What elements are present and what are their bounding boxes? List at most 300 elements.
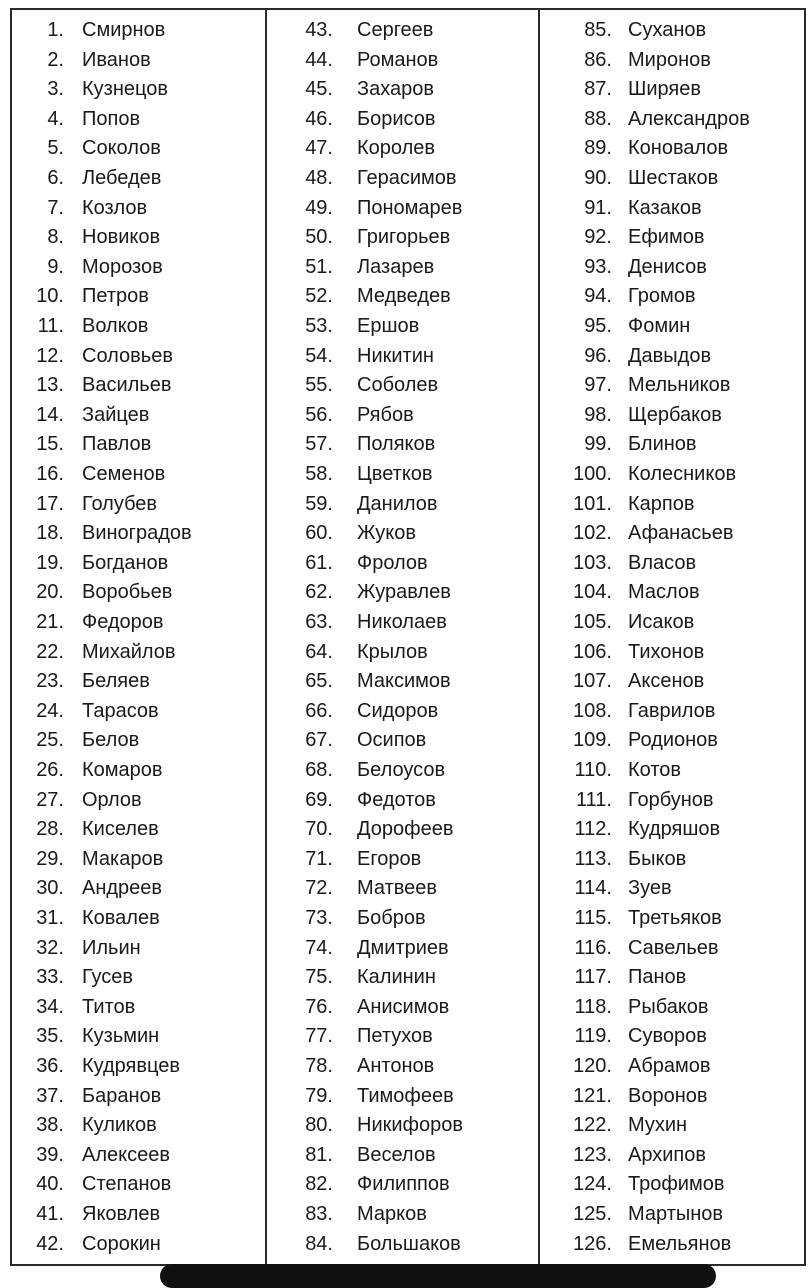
surname: Абрамов [628, 1055, 711, 1077]
surname: Щербаков [628, 403, 722, 426]
list-item [12, 490, 265, 520]
list-item [540, 993, 808, 1023]
surname: Емельянов [628, 1232, 732, 1255]
item-number: 83. [305, 1203, 333, 1225]
item-number: 63. [305, 611, 333, 633]
surname: Григорьев [357, 226, 451, 249]
surname: Егоров [357, 847, 422, 870]
surname: Котов [628, 759, 682, 781]
item-number: 115. [574, 907, 612, 929]
item-number: 82. [305, 1173, 333, 1196]
item-number: 126. [573, 1232, 612, 1255]
surname: Федоров [82, 611, 164, 633]
surname: Казаков [628, 196, 702, 219]
list-item [267, 519, 540, 549]
list-item [267, 963, 540, 993]
list-item [12, 105, 265, 135]
list-item [12, 312, 265, 342]
list-item [267, 667, 540, 697]
list-item [12, 549, 265, 579]
list-item [12, 874, 265, 904]
surname: Веселов [357, 1143, 436, 1166]
surname: Николаев [357, 611, 447, 633]
item-number: 56. [305, 403, 333, 426]
surname: Соболев [357, 374, 439, 397]
surname: Миронов [628, 48, 711, 71]
item-number: 114. [574, 877, 612, 900]
list-item [540, 164, 808, 194]
surname: Рыбаков [628, 995, 709, 1018]
list-item [12, 1230, 265, 1260]
item-number: 5. [47, 137, 64, 160]
item-number: 13. [36, 374, 64, 397]
item-number: 16. [36, 463, 64, 485]
surname: Гусев [82, 966, 134, 989]
list-item [540, 697, 808, 727]
surname: Зуев [628, 877, 672, 900]
surname: Маслов [628, 581, 700, 604]
surname: Рябов [357, 403, 414, 426]
list-item [267, 164, 540, 194]
surname: Максимов [357, 670, 451, 693]
surname: Дмитриев [357, 936, 449, 959]
surname: Власов [628, 551, 697, 574]
list-item [540, 608, 808, 638]
surname: Анисимов [357, 995, 450, 1018]
item-number: 67. [305, 729, 333, 752]
list-item [267, 1052, 540, 1082]
column-3 [538, 10, 808, 1264]
list-item [540, 16, 808, 46]
item-number: 17. [36, 492, 64, 515]
list-item [540, 726, 808, 756]
list-item [540, 460, 808, 490]
item-number: 18. [36, 522, 64, 545]
surname: Беляев [82, 670, 150, 693]
surname: Белов [82, 729, 140, 752]
surname: Фомин [628, 315, 691, 337]
list-item [12, 608, 265, 638]
surname: Савельев [628, 936, 719, 959]
list-item [12, 75, 265, 105]
list-item [540, 282, 808, 312]
surname-table [10, 8, 806, 1266]
surname: Яковлев [82, 1203, 161, 1225]
list-item [267, 934, 540, 964]
item-number: 34. [36, 995, 64, 1018]
surname: Борисов [357, 107, 436, 130]
list-item [267, 490, 540, 520]
item-number: 108. [573, 699, 612, 722]
item-number: 38. [36, 1114, 64, 1137]
list-item [540, 490, 808, 520]
surname: Зайцев [82, 403, 150, 426]
surname: Марков [357, 1203, 427, 1225]
surname: Ковалев [82, 907, 160, 929]
surname: Белоусов [357, 759, 446, 781]
item-number: 61. [305, 551, 333, 574]
list-item [12, 1141, 265, 1171]
item-number: 57. [305, 433, 333, 456]
surname: Макаров [82, 847, 164, 870]
item-number: 60. [305, 522, 333, 545]
item-number: 11. [37, 315, 64, 337]
item-number: 6. [47, 167, 64, 189]
list-item [267, 75, 540, 105]
item-number: 2. [47, 48, 64, 71]
surname: Крылов [357, 640, 428, 663]
surname: Смирнов [82, 19, 166, 41]
item-number: 27. [36, 788, 64, 811]
surname: Титов [82, 995, 136, 1018]
surname: Воробьев [82, 581, 173, 604]
list-item [267, 756, 540, 786]
list-item [540, 874, 808, 904]
surname: Медведев [357, 285, 451, 308]
item-number: 105. [573, 611, 612, 633]
item-number: 9. [47, 255, 64, 278]
list-item [267, 282, 540, 312]
surname: Данилов [357, 492, 438, 515]
item-number: 93. [584, 255, 612, 278]
surname: Кузьмин [82, 1025, 160, 1048]
surname: Тимофеев [357, 1084, 454, 1107]
surname: Денисов [628, 255, 707, 278]
list-item [540, 1082, 808, 1112]
list-item [540, 371, 808, 401]
item-number: 39. [36, 1143, 64, 1166]
item-number: 81. [305, 1143, 333, 1166]
list-item [12, 578, 265, 608]
list-item [540, 1230, 808, 1260]
item-number: 94. [584, 285, 612, 308]
surname: Захаров [357, 78, 434, 101]
list-item [267, 105, 540, 135]
list-item [540, 105, 808, 135]
list-item [540, 342, 808, 372]
list-item [12, 253, 265, 283]
item-number: 29. [36, 847, 64, 870]
surname: Горбунов [628, 788, 714, 811]
list-item [12, 993, 265, 1023]
list-item [12, 401, 265, 431]
item-number: 98. [584, 403, 612, 426]
surname: Михайлов [82, 640, 176, 663]
item-number: 103. [573, 551, 612, 574]
surname: Степанов [82, 1173, 172, 1196]
surname: Шестаков [628, 167, 719, 189]
list-item [267, 253, 540, 283]
surname: Сергеев [357, 19, 434, 41]
list-item [267, 1082, 540, 1112]
item-number: 124. [573, 1173, 612, 1196]
item-number: 59. [305, 492, 333, 515]
surname: Васильев [82, 374, 172, 397]
item-number: 52. [305, 285, 333, 308]
item-number: 71. [305, 847, 333, 870]
item-number: 32. [36, 936, 64, 959]
surname: Большаков [357, 1232, 461, 1255]
list-item [540, 194, 808, 224]
item-number: 51. [305, 255, 333, 278]
list-item [12, 904, 265, 934]
list-item [267, 134, 540, 164]
surname: Федотов [357, 788, 436, 811]
item-number: 85. [584, 19, 612, 41]
list-item [12, 815, 265, 845]
column-1 [12, 10, 265, 1264]
surname: Козлов [82, 196, 148, 219]
list-item [540, 549, 808, 579]
list-item [267, 608, 540, 638]
item-number: 19. [36, 551, 64, 574]
list-item [12, 963, 265, 993]
list-item [540, 1111, 808, 1141]
item-number: 75. [305, 966, 333, 989]
list-item [540, 312, 808, 342]
surname: Мартынов [628, 1203, 724, 1225]
surname: Сидоров [357, 699, 439, 722]
list-item [540, 786, 808, 816]
item-number: 74. [305, 936, 333, 959]
item-number: 64. [305, 640, 333, 663]
surname: Быков [628, 847, 687, 870]
list-item [267, 815, 540, 845]
item-number: 43. [305, 19, 333, 41]
item-number: 79. [305, 1084, 333, 1107]
surname: Карпов [628, 492, 695, 515]
item-number: 97. [584, 374, 612, 397]
list-item [267, 46, 540, 76]
item-number: 7. [47, 196, 64, 219]
surname: Колесников [628, 463, 737, 485]
surname: Лазарев [357, 255, 435, 278]
item-number: 80. [305, 1114, 333, 1137]
surname: Кудрявцев [82, 1055, 180, 1077]
list-item [540, 578, 808, 608]
surname: Андреев [82, 877, 163, 900]
list-item [12, 223, 265, 253]
surname: Аксенов [628, 670, 705, 693]
list-item [267, 1141, 540, 1171]
item-number: 36. [36, 1055, 64, 1077]
item-number: 84. [305, 1232, 333, 1255]
surname: Ершов [357, 315, 420, 337]
list-item [540, 1200, 808, 1230]
surname: Попов [82, 107, 141, 130]
list-item [267, 430, 540, 460]
surname: Киселев [82, 818, 159, 841]
surname: Мельников [628, 374, 731, 397]
surname: Соловьев [82, 344, 173, 367]
item-number: 69. [305, 788, 333, 811]
item-number: 117. [574, 966, 612, 989]
item-number: 68. [305, 759, 333, 781]
item-number: 101. [573, 492, 612, 515]
surname: Журавлев [357, 581, 451, 604]
surname: Фролов [357, 551, 428, 574]
item-number: 95. [584, 315, 612, 337]
bottom-bar [160, 1264, 716, 1288]
list-item [12, 697, 265, 727]
item-number: 72. [305, 877, 333, 900]
item-number: 102. [573, 522, 612, 545]
list-item [267, 1170, 540, 1200]
item-number: 111. [576, 788, 612, 811]
list-item [12, 342, 265, 372]
item-number: 76. [305, 995, 333, 1018]
item-number: 106. [573, 640, 612, 663]
list-item [267, 726, 540, 756]
surname: Панов [628, 966, 687, 989]
item-number: 96. [584, 344, 612, 367]
surname: Калинин [357, 966, 436, 989]
list-item [540, 963, 808, 993]
surname: Куликов [82, 1114, 157, 1137]
surname: Цветков [357, 463, 433, 485]
surname: Ильин [82, 936, 141, 959]
item-number: 78. [305, 1055, 333, 1077]
item-number: 35. [36, 1025, 64, 1048]
item-number: 54. [305, 344, 333, 367]
list-item [540, 815, 808, 845]
surname: Филиппов [357, 1173, 450, 1196]
surname: Афанасьев [628, 522, 734, 545]
list-item [12, 164, 265, 194]
surname: Герасимов [357, 167, 457, 189]
list-item [12, 1111, 265, 1141]
list-item [12, 282, 265, 312]
list-item [540, 401, 808, 431]
item-number: 41. [36, 1203, 64, 1225]
list-item [267, 1111, 540, 1141]
list-item [267, 16, 540, 46]
surname: Петров [82, 285, 149, 308]
list-item [267, 401, 540, 431]
item-number: 73. [305, 907, 333, 929]
surname: Иванов [82, 48, 151, 71]
list-item [540, 1141, 808, 1171]
item-number: 4. [47, 107, 64, 130]
item-number: 22. [36, 640, 64, 663]
item-number: 116. [574, 936, 612, 959]
surname: Поляков [357, 433, 436, 456]
surname: Осипов [357, 729, 427, 752]
surname: Никитин [357, 344, 434, 367]
list-item [12, 16, 265, 46]
item-number: 119. [574, 1025, 612, 1048]
surname: Александров [628, 107, 750, 130]
surname: Сорокин [82, 1232, 161, 1255]
surname: Блинов [628, 433, 697, 456]
list-item [12, 430, 265, 460]
surname: Павлов [82, 433, 152, 456]
item-number: 46. [305, 107, 333, 130]
list-item [267, 578, 540, 608]
surname: Тихонов [628, 640, 705, 663]
list-item [267, 1022, 540, 1052]
list-item [12, 134, 265, 164]
list-item [12, 845, 265, 875]
surname: Никифоров [357, 1114, 463, 1137]
surname: Семенов [82, 463, 166, 485]
item-number: 47. [305, 137, 333, 160]
list-item [267, 697, 540, 727]
surname: Новиков [82, 226, 161, 249]
list-item [12, 371, 265, 401]
item-number: 118. [574, 995, 612, 1018]
item-number: 26. [36, 759, 64, 781]
list-item [267, 342, 540, 372]
list-item [12, 786, 265, 816]
item-number: 121. [573, 1084, 612, 1107]
surname: Романов [357, 48, 439, 71]
item-number: 53. [305, 315, 333, 337]
surname: Давыдов [628, 344, 712, 367]
surname: Жуков [357, 522, 416, 545]
item-number: 99. [584, 433, 612, 456]
item-number: 70. [305, 818, 333, 841]
item-number: 107. [573, 670, 612, 693]
list-item [12, 1022, 265, 1052]
surname: Королев [357, 137, 435, 160]
item-number: 65. [305, 670, 333, 693]
surname: Матвеев [357, 877, 437, 900]
list-item [12, 519, 265, 549]
surname: Волков [82, 315, 149, 337]
item-number: 87. [584, 78, 612, 101]
surname: Голубев [82, 492, 158, 515]
list-item [540, 430, 808, 460]
list-item [540, 845, 808, 875]
surname: Морозов [82, 255, 163, 278]
surname: Ефимов [628, 226, 705, 249]
list-item [540, 934, 808, 964]
list-item [267, 460, 540, 490]
item-number: 88. [584, 107, 612, 130]
list-item [12, 460, 265, 490]
list-item [540, 667, 808, 697]
surname: Комаров [82, 759, 163, 781]
item-number: 120. [573, 1055, 612, 1077]
surname: Алексеев [82, 1143, 170, 1166]
item-number: 109. [573, 729, 612, 752]
list-item [12, 756, 265, 786]
item-number: 1. [47, 19, 64, 41]
item-number: 8. [47, 226, 64, 249]
item-number: 12. [36, 344, 64, 367]
surname: Суворов [628, 1025, 707, 1048]
item-number: 24. [36, 699, 64, 722]
item-number: 23. [36, 670, 64, 693]
list-item [267, 874, 540, 904]
list-item [267, 904, 540, 934]
surname: Виноградов [82, 522, 192, 545]
item-number: 122. [573, 1114, 612, 1137]
list-item [540, 223, 808, 253]
list-item [540, 134, 808, 164]
surname: Гаврилов [628, 699, 716, 722]
surname: Соколов [82, 137, 161, 160]
item-number: 48. [305, 167, 333, 189]
item-number: 125. [573, 1203, 612, 1225]
item-number: 100. [573, 463, 612, 485]
surname: Архипов [628, 1143, 706, 1166]
list-item [540, 46, 808, 76]
surname: Тарасов [82, 699, 159, 722]
list-item [12, 638, 265, 668]
item-number: 91. [584, 196, 612, 219]
